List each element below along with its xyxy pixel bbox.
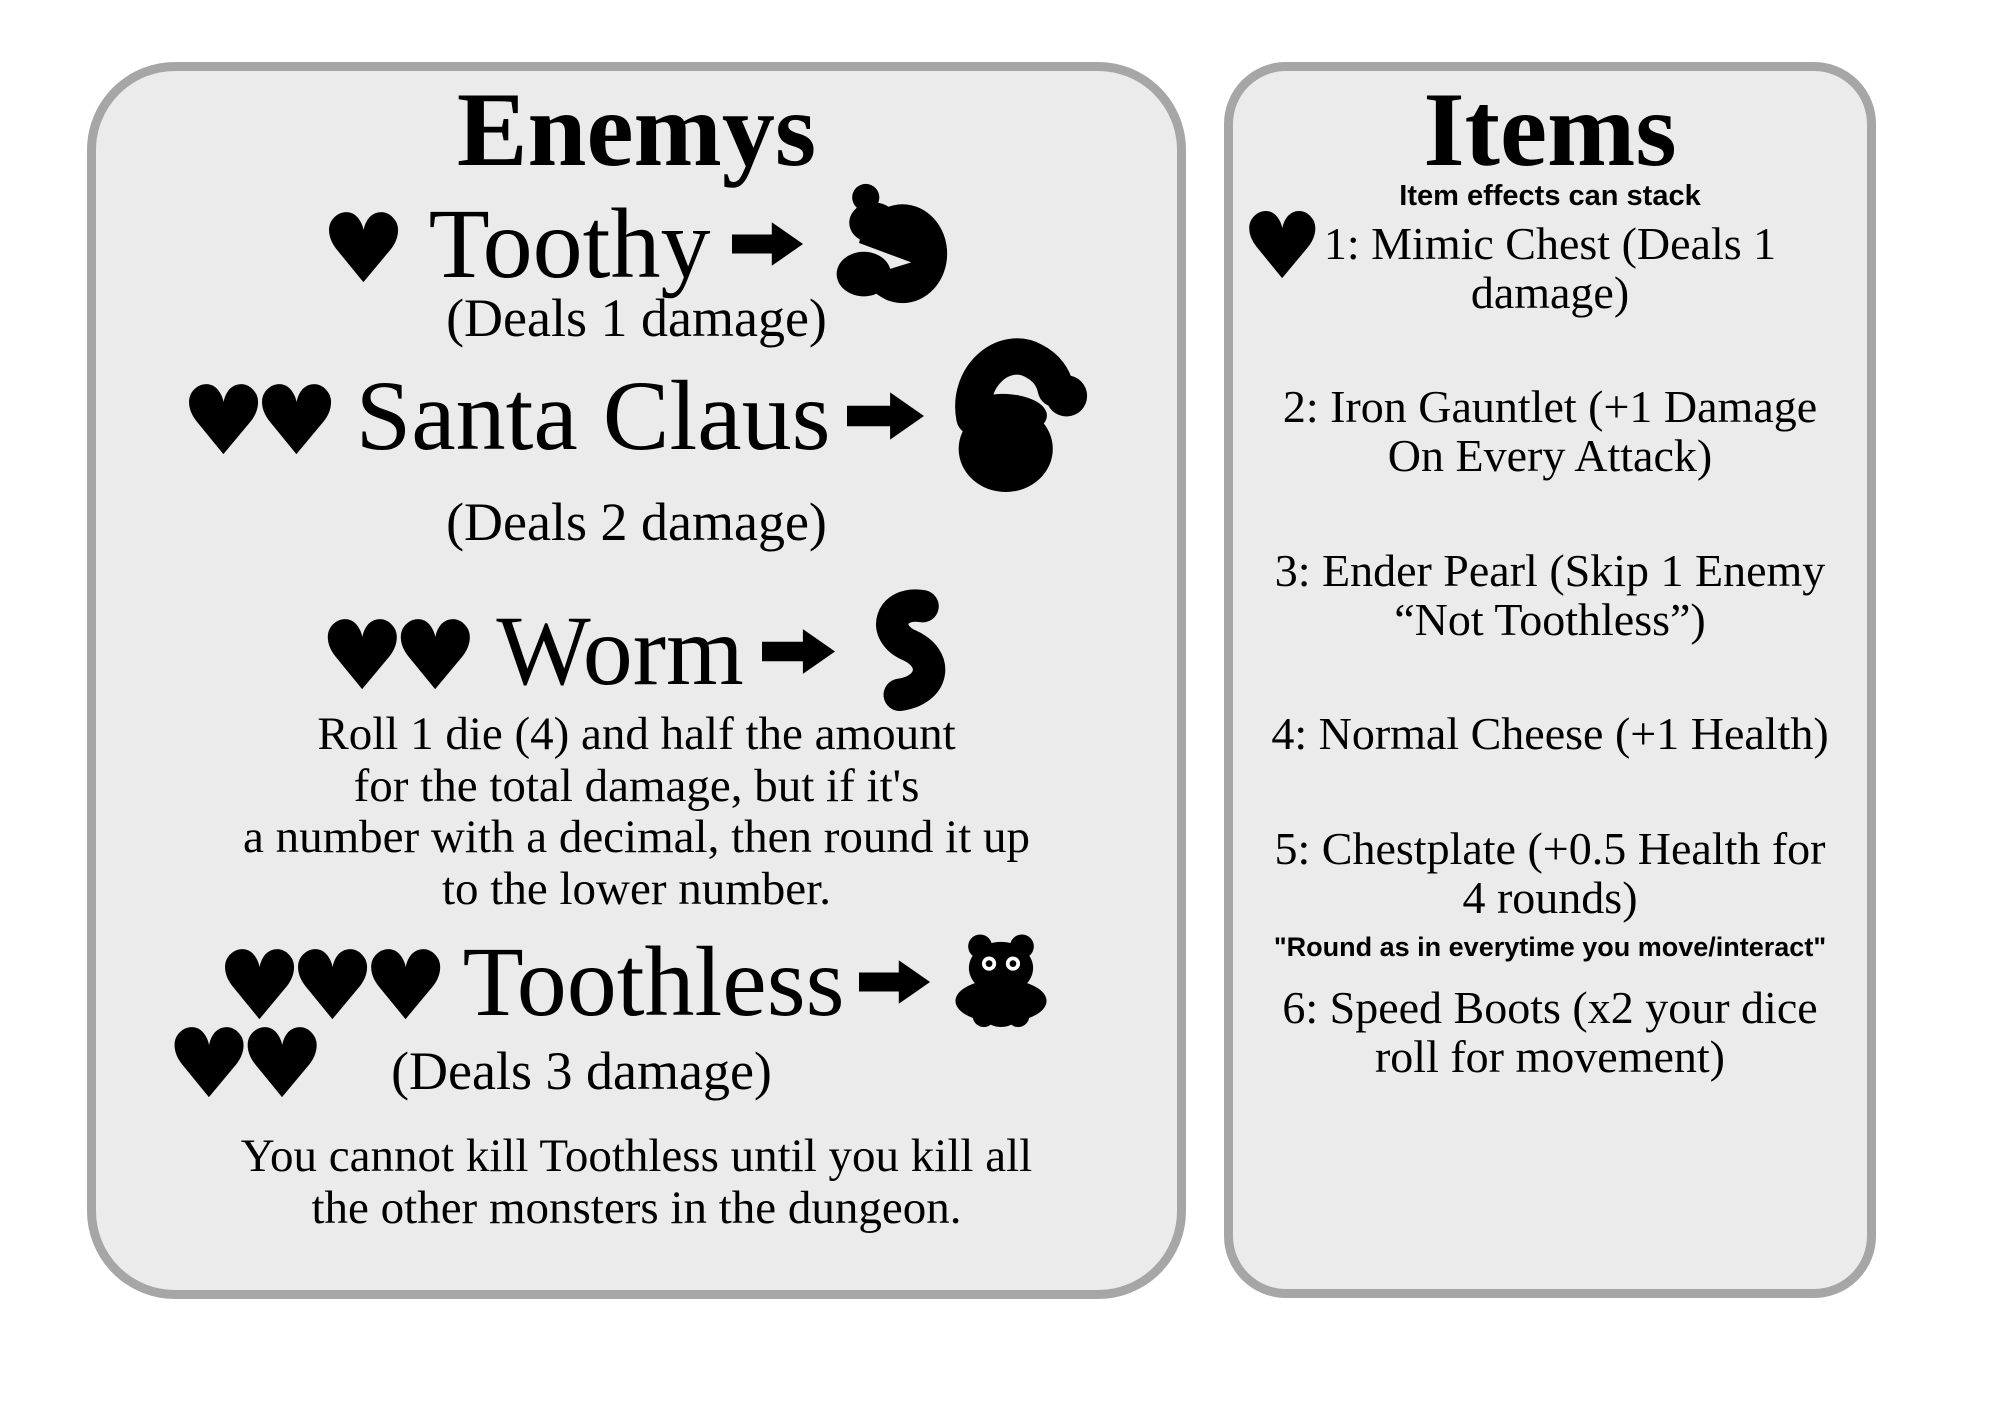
enemy-row-worm [319,589,954,713]
health-hearts: ♥♥♥ [216,930,436,1043]
item-normal-cheese: 4: Normal Cheese (+1 Health) [1271,708,1829,760]
right-arrow-icon [762,627,836,676]
enemy-row-santa-claus [180,335,1092,497]
damage-note: (Deals 3 damage) [391,1040,772,1101]
toothy-icon [826,181,952,307]
enemies-panel [87,62,1186,1299]
damage-note: (Deals 2 damage) [446,492,827,552]
item-iron-gauntlet: 2: Iron Gauntlet (+1 Damage On Every Attack) [1282,381,1818,482]
toothless-kill-rule: You cannot kill Toothless until you kill all the other monsters in the dungeon. [240,1129,1033,1235]
right-arrow-icon [859,958,931,1006]
health-hearts: ♥ [320,192,394,305]
toothless-extra-health-row [96,1007,1177,1120]
items-panel [1224,62,1876,1298]
enemy-name: Santa Claus [355,360,831,471]
health-hearts: ♥♥ [180,364,327,477]
health-hearts: ♥♥ [319,599,466,712]
enemy-name: Worm [496,595,744,706]
santa-claus-icon [941,335,1093,497]
damage-note: (Deals 1 damage) [446,288,827,348]
worm-icon [854,589,954,713]
round-definition-note: "Round as in everytime you move/interact" [1273,931,1827,962]
worm-rule-text: Roll 1 die (4) and half the amount for the total damage, but if it's a number with a decimal, then round it up to the lower number. [242,708,1031,916]
right-arrow-icon [847,390,925,442]
enemy-row-toothless [216,925,1056,1043]
toothless-icon [945,932,1057,1031]
enemy-name: Toothless [462,925,845,1037]
health-hearts: ♥♥ [166,1007,313,1120]
items-subtitle: Item effects can stack [1399,180,1701,212]
item-mimic-chest: ♥ 1: Mimic Chest (Deals 1 damage) [1241,192,1777,318]
heart-icon: ♥ [1241,192,1324,300]
enemies-title: Enemys [456,71,817,188]
item-ender-pearl: 3: Ender Pearl (Skip 1 Enemy “Not Toothless”) [1274,544,1826,645]
right-arrow-icon [732,220,804,268]
item-chestplate: 5: Chestplate (+0.5 Health for 4 rounds) [1274,823,1826,923]
enemy-name: Toothy [428,188,711,299]
items-title: Items [1423,71,1677,188]
item-speed-boots: 6: Speed Boots (x2 your dice roll for movement) [1282,981,1818,1082]
